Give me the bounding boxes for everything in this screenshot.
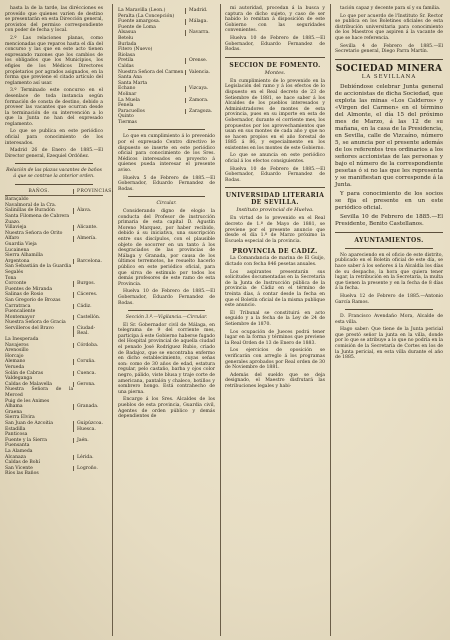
province-cell: Córdoba. [73,343,103,349]
column-divider [112,4,113,636]
bath-name-cell: Riolasa [118,52,135,58]
paragraph: Hago saber: Que tiene de la Junta pericial que prestó señor la junta en la villa, donde por lo que se atribuye a lo que no podría en la comisión de la Secretaría de Cortes en los de la Junta pericial, en esta villa durante el año de 1885. [335,327,443,361]
bath-name-cell: Sierra Elvira [5,415,35,421]
bath-name-cell: Navalmoral de la Cra. [5,202,57,208]
paragraph: Además del sueldo que se deja designado, el Maestro disfrutará las retribuciones legales y habi- [225,372,325,389]
bath-name-cell: San Gregorio de Brozas [5,297,61,303]
bath-name-cell: Caldas [118,63,134,69]
column-divider [220,4,221,636]
bath-name-cell: Baraçaldo [5,197,29,203]
bath-name-cell: Alhama [5,404,23,410]
bath-name-cell: Pretila [118,58,134,64]
province-cell: Burgos. [73,281,103,287]
province-cell: Vizcaya. [185,86,215,92]
province-cell: Ciudad-Real. [73,326,103,337]
bath-name-cell: Fuentes de Miranda [5,286,53,292]
paragraph: 3.º Terminado este concurso en el desenlace de toda instancia según formación de consta de destino, debido a proveer las vacantes que ocurran desde la terminación de su intervención a lo que la Junta no han del expresado reglamento. [5,88,103,127]
paragraph: La Comandancia de marina de El Guijo, dictado con fecha 846 pesetas anuales. [225,256,325,267]
divider [225,187,325,188]
province-cell: Huesca. [73,427,103,433]
province-cell: Barcelona. [73,259,103,265]
vacancies-table [5,188,114,477]
province-cell: Castellón. [73,315,103,321]
section-heading: UNIVERSIDAD LITERARIA DE SEVILLA. [225,192,325,207]
bath-name-cell: Paracuellos [118,108,145,114]
bath-name-cell: Alemano [5,359,26,365]
paragraph: Lo que se anuncia en este periódico oficial á los efectos consiguientes. [225,153,325,165]
bath-name-cell: Arenosillo [5,348,29,354]
bath-name-cell: La Maravilla (Leon.) [118,8,166,13]
province-cell: Cáceres. [73,292,103,298]
paragraph: En cumplimiento de lo prevenido en la Legislación del ramo y á los efectos de lo dispuesto en el Real decreto de 23 de Setiembre de 1881, se hace saber á los Alcaldes de los pueblos interesados y Administradores de montes de esta provincia, pues en su importe en esta de Gobernador, durante el corriente mes, los propuestos por los aprovechamientos que usan en sus montes de cada año y que no se hacen propios en el año forestal de 1885 á 86, y especialmente en los existentes en los montes de este Gobierno. [225,78,325,151]
bath-name-cell: Caldas de Bohí [5,460,40,466]
bath-name-cell: Santa Ana [118,75,142,81]
bath-name-cell: Sierra Alhamilla [5,253,43,259]
divider [15,184,93,185]
bath-name-cell: Guardia Vieja [5,241,37,247]
column-4 [335,6,443,634]
signature: Huelva 10 de Febrero de 1885.—El Gobernador, Eduardo Fernandez de Rodas. [225,166,325,183]
province-cell: Madrid. [185,8,215,14]
section-subheading: Montes. [264,69,286,76]
table-caption: Relación de las plazas vacantes de baños á que se contrae la anterior orden. [6,168,102,180]
bath-name-cell: Peralta (La Concepción) [118,13,175,19]
bath-name-cell: Santa Marta [118,80,148,86]
bath-name-cell: Nuestra Señora de Gracia [5,320,66,326]
section-heading: Circular. [156,201,177,207]
signature: Huelva 5 de Febrero de 1885.—El Gobernador, Eduardo Fernandez de Rodas. [118,175,215,192]
paragraph: Lo que en cumplimiento á lo prevenido por el expresado Centro directivo le dispuesto se inserte en este periódico oficial para conocimiento de los Sres. Médicos interesados en proyecto á quienes pueda interesar el presente aviso. [118,134,215,174]
paragraph: No apareciendo en el oficio de este distrito, publicado en el Boletín oficial de este día, se hace saber á los señores á la Alcaldía los días de su despacho, la hora que quiera tener lugar, la retribución en la Secretaría, la multa que tienen la presente y en la fecha de 8 días á la fecha. [335,252,443,292]
divider [335,232,443,233]
bath-name-cell: Estadilla [5,426,26,432]
bath-name-cell: Quinto [118,114,134,120]
bath-name-cell: Carratraca [5,303,31,309]
table-header [5,188,114,197]
province-cell: Málaga. [185,19,215,25]
bath-name-cell: Fuencaliente [5,309,36,315]
bath-name-cell: Alcanaza [5,454,26,460]
bath-name-cell: Alsasua [118,30,136,36]
paragraph: Y para conocimiento de los socios se fija el presente en un este periódico oficial. [335,190,443,211]
province-cell: Cuenca. [73,371,103,377]
bath-name-cell: Alfaro [5,236,20,242]
column-header-banos: BAÑOS. [28,188,50,194]
province-cell: Jaén. [73,438,103,444]
divider [225,57,325,58]
divider [345,248,433,249]
announcement-subtitle: LA SEVILLANA [361,73,417,80]
column-2 [118,6,215,634]
bath-name-cell: Servilleros del Bravo [5,325,54,331]
bath-name-cell: Fenela [118,103,134,109]
divider [345,309,433,310]
paragraph: tación capaz y decente para sí y su familia. [340,6,441,11]
bath-name-cell: Valdeganga [5,376,33,382]
province-cell: Zaragoza. [185,109,215,115]
bath-name-cell: La Alameda [5,448,33,454]
province-cell: Lérida. [73,455,103,461]
province-cell: Álava. [73,208,103,214]
province-cell: Orense. [185,58,215,64]
bath-name-cell: Corconte [5,281,27,287]
column-3 [225,6,325,634]
divider [128,310,205,311]
bath-name-cell: Nuestra Señora del Carmen [118,69,184,75]
table-row [5,387,103,398]
province-cell: Gerona. [73,382,103,388]
bath-name-cell: Fuente amargosa. [118,19,161,25]
bath-name-cell: Fitero (Nuevo) [118,47,153,53]
province-cell: Logroño. [73,466,103,472]
bath-name-cell: Segalés [5,269,24,275]
bath-name-cell: Burlada [118,41,137,47]
paragraph: Lo que se publica en este periódico oficial para conocimiento de los interesados. [5,129,103,146]
bath-name-cell: Solán de Cabras [5,370,44,376]
bath-name-cell: Nuestra Señora de la Merced [5,387,74,398]
paragraph: Considerando digno de elogio la conducta del Profesor de instrucción primaria de esta capital D. Agustín Moreno Marquez, por haber recibido, debido á su iniciativa, una suscripción entre sus discípulos, con el plausible objeto de socorrer en un tanto á los desgraciados de las provincias de Málaga y Granada, por causa de los últimos terremotos, he resuelto hacerlo público en este periódico oficial, para que sirva de estímulo por todos los demás profesores de este ramo de esta Provincia. [118,209,215,287]
paragraph: El Tribunal se constituirá en acto seguido y a la fecha de la Ley de 24 de Setiembre de 1870. [225,310,325,327]
paragraph: Los ocupación de Jueces podrá tener lugar en la forma y términos que previene la Real Orden de 13 de Enero de 1883. [225,329,325,346]
signature: Huelva 10 de Febrero de 1885.—El Gobernador, Eduardo Fernandez de Rodas. [225,35,325,53]
province-cell: Cádiz. [73,304,103,310]
bath-name-cell: Salinillas de Buradón [5,208,55,214]
province-cell: Guipúzcoa. [73,421,103,427]
bath-name-cell: Fuente de Loma [118,24,156,30]
bath-name-cell: Lucainena [5,247,30,253]
bath-name-cell: San Juan de Azcoitia [5,420,53,426]
bath-name-cell: Salinas de Rosio [5,292,44,298]
paragraph: En virtud de lo prevenido en el Real decreto de 1.º de Mayo de 1881, se previene por el presente anuncio que desde el día 1.º de Marzo próximo la Escuela especial de la provincia. [225,216,325,244]
paragraph: Debiéndose celebrar Junta general de accionistas de dicha Sociedad, que explota las minas «Los Calderos» y «Virgen del Carmen» en el término del Almonte, el día 15 del próximo mes de Marzo, á las 12 de su mañana, en la casa de la Presidencia, en Sevilla, calle de Vizcaíno, número 5, se anuncia por el presente además de los referentes tres ordinarios a los señores accionistas de las personas y bajo el número de la correspondiente pesetas ó si no las que les representa y se manifiestan que corresponde á la Junta. [335,83,443,188]
section-heading: Sección 3.ª.—Vigilancia.—Circular. [125,315,208,321]
signature: Madrid 26 de Enero de 1885.—El Director general, Ezequiel Ordóñez. [5,148,103,159]
bath-name-cell: La Muela [118,97,140,103]
bath-name-cell: Tona [5,275,17,281]
bath-name-cell: Zuazo. [5,219,21,225]
paragraph: D. Francisco Avendaño Mora, Alcalde de esta villa. [335,314,443,325]
column-divider [330,4,331,636]
signature: Huelva 10 de Febrero de 1885.—El Gobernador, Eduardo Fernandez de Rodas. [118,289,215,306]
section-subheading: Instituto provincial de Huelva. [236,207,314,214]
province-cell: Coruña. [73,359,103,365]
paragraph: hasta la de la tarde, las dirécciones es proveído que quienes varíen de destino se presentarán en esta Dirección general, provistos del permiso correspondiente con poder de fecha y local. [5,6,103,34]
column-1 [5,6,114,634]
bath-name-cell: Fuente y la Sierra [5,437,48,443]
announcement-title: SOCIEDAD MINERA [335,63,443,74]
province-cell: Navarra. [185,30,215,36]
vacancies-table-continued [118,8,215,125]
bath-name-cell: Caldas de Malavella [5,381,52,387]
bath-name-cell: Ríos las Baños [5,471,39,477]
paragraph: El Sr. Gobernador civil de Málaga, en telegrama de 9 del corriente mes, participa á este Gobierno haberse fugado del Hospital provincial de aquella ciudad el penado José Rodríguez Rubio, criado de Badajoz, que se encontraba enfermo en dicho establecimiento, cuyas señas son: como de 30 años de edad, estatura regular, pelo castaño, barba y ojos color negro, pálido, viste blusa y traje corte de americana, pantalón y chaleco, botillos y sombrero hongo. Está contrahecho de una pierna. [118,322,215,395]
signature: Sevilla 10 de Febrero de 1885.—El Presidente, Benito Castellanos. [335,213,443,227]
column-header-provincias: PROVINCIAS. [73,189,103,195]
bath-name-cell: Echano [118,86,136,92]
bath-name-cell: Argentona [5,258,30,264]
bath-name-cell: Montemayor [5,314,35,320]
bath-name-cell: Nuestra Señora de Orito [5,230,63,236]
bath-name-cell: Verueda [5,365,25,371]
paragraph: Lo que por acuerdo de l'Instituto Sr. Rector se publica en los Boletines oficiales de esta distribución universitaria para conocimiento de los Maestros que aspiren á la vacante de que se hace referencia. [335,13,443,41]
bath-name-cell: Graena [5,409,23,415]
bath-name-cell: Navajeros [5,342,29,348]
bath-name-cell: La Inesperada [5,337,39,343]
province-cell: Valencia. [185,70,215,76]
paragraph: Encargo á los Sres. Alcaldes de los pueblos de esta provincia, Guardia civil, Agentes de orden público y demás dependientes de [118,397,215,420]
bath-name-cell: Fuensanta [5,443,30,449]
bath-name-cell: San Sebastián de la Guardia [5,264,72,270]
province-cell: Alicante. [73,225,103,231]
divider [335,59,443,60]
table-row [118,120,215,126]
bath-name-cell: Villavieja [5,225,27,231]
paragraph: Los aspirantes presentarán sus solicitudes documentadas en la Secretaría de la Junta de Instrucción pública de la provincia de Cádiz en el término de treinta días, á contar desde la fecha en que el Boletín oficial de la misma publique este anuncio. [225,269,325,309]
divider [15,163,93,164]
bath-name-cell: Betelu [118,35,134,41]
bath-name-cell: Tiermas [118,119,137,125]
bath-name-cell: Horcajo [5,353,24,359]
bath-name-cell: San Vicente [5,465,33,471]
section-heading: PROVINCIA DE CADIZ. [232,248,318,256]
paragraph: Los ejercicios de oposición se verificarán con arreglo á los programas generales aprobados por Real orden de 30 de Noviembre de 1881. [225,348,325,371]
paragraph: 2.º Las relaciones planas, como mencionadas que reparos hasta el día del concurso y las que en este acto tienen expresando razones que los cambios de los obligados que los Municipios, los efigies de los Médicos Directores propietarios por agrados asignados, en la forma que previene el citado artículo del reglamento así usar. [5,35,103,86]
province-cell: Zamora. [185,98,215,104]
section-heading: SECCION DE FOMENTO. [229,61,321,69]
bath-name-cell: Molinar [118,91,137,97]
table-row [5,471,103,477]
divider [128,196,205,197]
signature: Sevilla 4 de Febrero de 1885.—El Secretario general, Diego Parra Martín. [335,43,443,55]
section-heading: AYUNTAMIENTOS. [354,236,424,244]
province-cell: Granada. [73,404,103,410]
bath-name-cell: Santa Filomena de Cabrera [5,214,70,219]
bath-name-cell: Panticosa [5,432,28,438]
divider [128,129,205,130]
table-row [5,326,103,337]
province-cell: Almería. [73,236,103,242]
bath-name-cell: Puig de les Animes [5,398,50,404]
signature: Huelva 12 de Febrero de 1885.—Antonio García Ramos. [335,293,443,305]
paragraph: mi autoridad, procedan á la busca y captura de dicho sujeto, y caso de ser habido lo remitan á disposición de este Gobierno con las seguridades convenientes. [225,6,325,34]
